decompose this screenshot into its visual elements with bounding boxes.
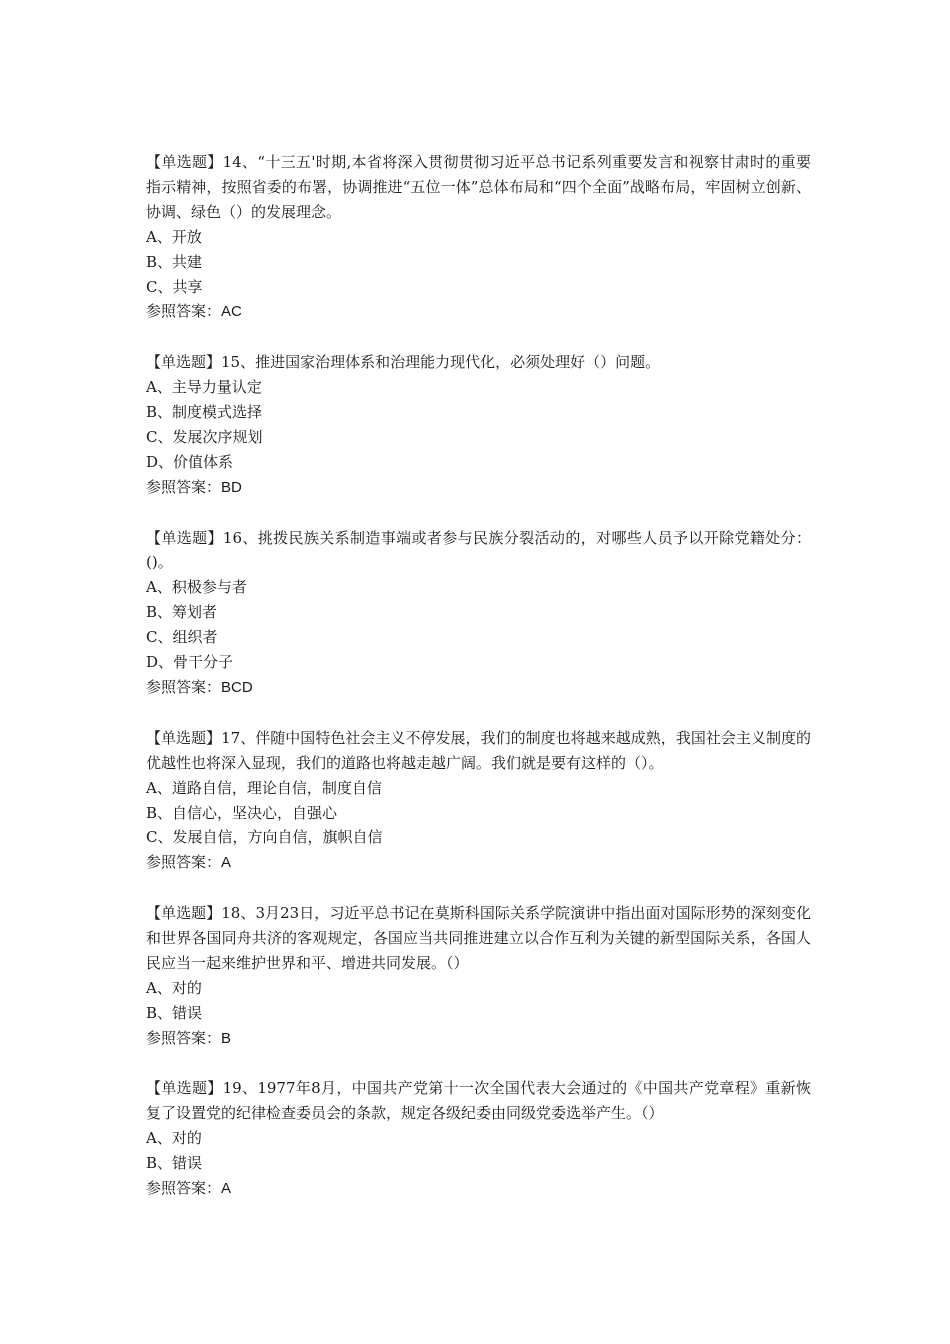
question-stem: 【单选题】14、“十三五'时期,本省将深入贯彻贯彻习近平总书记系列重要发言和视察甘肃时的重要指示精神，按照省委的布署，协调推进“五位一体”总体布局和“四个全面”战略布局，牢固树立创新、协调、绿色（）的发展理念。 — [146, 153, 811, 221]
question-option: A、道路自信，理论自信，制度自信 — [146, 778, 382, 797]
answer-value: B — [221, 1029, 232, 1047]
answer-line — [146, 675, 811, 701]
answer-label: 参照答案： — [146, 302, 222, 321]
question-option: B、制度模式选择 — [146, 403, 263, 422]
question-item — [146, 1076, 811, 1202]
question-stem: 【单选题】18、3月23日，习近平总书记在莫斯科国际关系学院演讲中指出面对国际形势的深刻变化和世界各国同舟共济的客观规定，各国应当共同推进建立以合作互利为关键的新型国际关系，各国人民应当一起来维护世界和平、增进共同发展。（） — [146, 904, 811, 972]
answer-line — [146, 1026, 811, 1052]
question-stem: 【单选题】19、1977年8月，中国共产党第十一次全国代表大会通过的《中国共产党章程》重新恢复了设置党的纪律检查委员会的条款，规定各级纪委由同级党委选举产生。（） — [146, 1079, 811, 1123]
question-option: A、开放 — [146, 227, 202, 246]
answer-value: A — [221, 1180, 232, 1198]
answer-value: AC — [221, 303, 242, 321]
answer-line — [146, 475, 811, 501]
answer-label: 参照答案： — [146, 477, 222, 496]
question-item — [146, 150, 811, 325]
question-stem: 【单选题】15、推进国家治理体系和治理能力现代化，必须处理好（）问题。 — [146, 353, 661, 372]
question-option: B、共建 — [146, 252, 203, 271]
question-option: C、共享 — [146, 277, 203, 296]
question-item — [146, 526, 811, 701]
answer-line — [146, 1176, 811, 1202]
question-option: B、筹划者 — [146, 603, 218, 622]
question-item — [146, 726, 811, 876]
question-option: A、对的 — [146, 978, 202, 997]
question-item — [146, 350, 811, 500]
question-option: B、错误 — [146, 1154, 203, 1173]
answer-label: 参照答案： — [146, 678, 222, 696]
question-option: B、自信心，坚决心，自强心 — [146, 803, 338, 822]
answer-value: BD — [221, 478, 242, 496]
question-option: C、发展次序规划 — [146, 427, 263, 446]
answer-label: 参照答案： — [146, 1028, 222, 1047]
question-option: A、主导力量认定 — [146, 378, 262, 397]
question-option: A、对的 — [146, 1129, 202, 1148]
question-option: A、积极参与者 — [146, 578, 247, 597]
answer-line — [146, 850, 811, 876]
question-list — [146, 150, 811, 1227]
question-stem: 【单选题】16、挑拨民族关系制造事端或者参与民族分裂活动的，对哪些人员予以开除党籍处分：()。 — [146, 528, 811, 572]
question-option: C、发展自信，方向自信，旗帜自信 — [146, 828, 383, 847]
answer-label: 参照答案： — [146, 853, 222, 872]
answer-value: BCD — [221, 679, 253, 696]
answer-line — [146, 299, 811, 325]
question-item — [146, 901, 811, 1051]
question-stem: 【单选题】17、伴随中国特色社会主义不停发展，我们的制度也将越来越成熟，我国社会主义制度的优越性也将深入显现，我们的道路也将越走越广阔。我们就是要有这样的（）。 — [146, 728, 811, 772]
question-option: D、价值体系 — [146, 452, 234, 471]
answer-value: A — [221, 854, 232, 872]
answer-label: 参照答案： — [146, 1179, 222, 1198]
question-option: C、组织者 — [146, 628, 218, 647]
question-option: B、错误 — [146, 1003, 203, 1022]
question-option: D、骨干分子 — [146, 653, 234, 672]
